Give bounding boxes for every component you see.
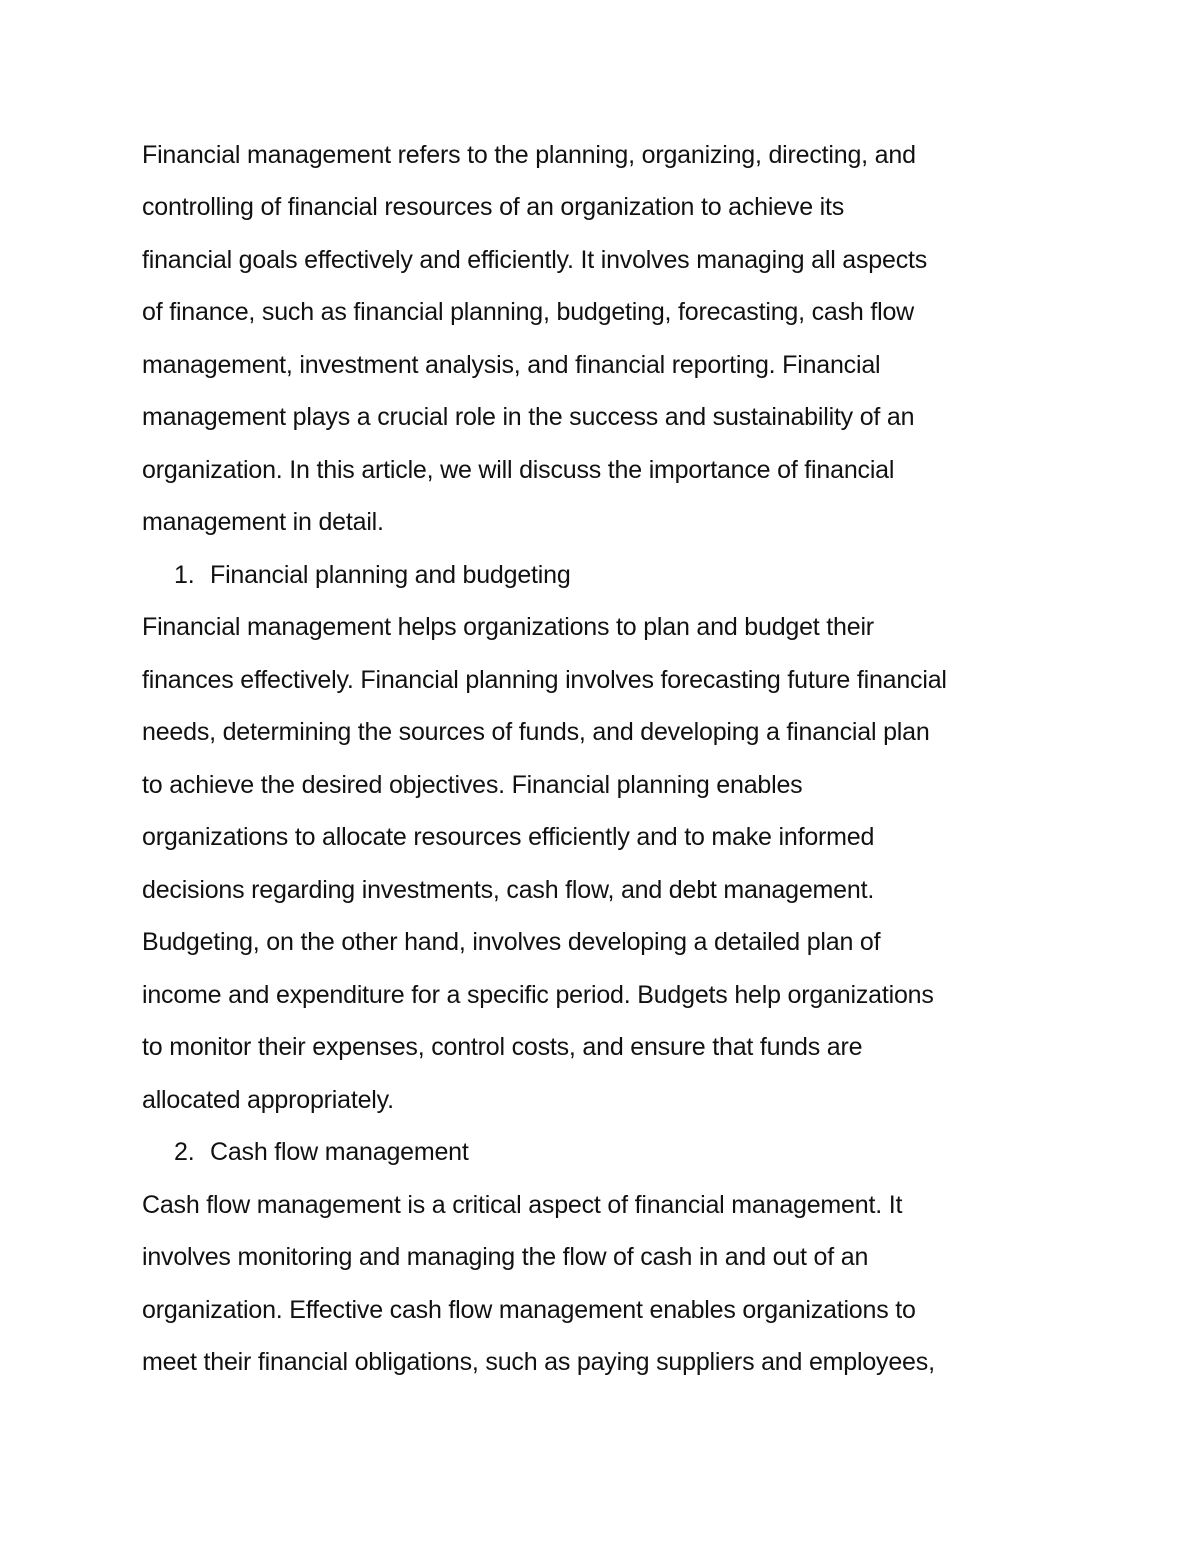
section2-line: meet their financial obligations, such as paying suppliers and employees,: [142, 1348, 935, 1376]
section1-line: Financial management helps organizations to plan and budget their: [142, 613, 874, 641]
intro-line: management plays a crucial role in the success and sustainability of an: [142, 403, 915, 431]
section1-line: to achieve the desired objectives. Financial planning enables: [142, 771, 803, 799]
section1-line: needs, determining the sources of funds, and developing a financial plan: [142, 718, 930, 746]
section1-line: allocated appropriately.: [142, 1086, 394, 1114]
intro-line: controlling of financial resources of an organization to achieve its: [142, 193, 845, 221]
section1-line: decisions regarding investments, cash flow, and debt management.: [142, 876, 875, 904]
intro-line: Financial management refers to the planning, organizing, directing, and: [142, 141, 916, 169]
section2-line: involves monitoring and managing the flow of cash in and out of an: [142, 1243, 869, 1271]
section1-line: to monitor their expenses, control costs, and ensure that funds are: [142, 1033, 863, 1061]
section1-line: organizations to allocate resources efficiently and to make informed: [142, 823, 875, 851]
section2-line: organization. Effective cash flow management enables organizations to: [142, 1296, 916, 1324]
intro-line: of finance, such as financial planning, budgeting, forecasting, cash flow: [142, 298, 915, 326]
section1-line: finances effectively. Financial planning involves forecasting future financial: [142, 666, 947, 694]
section-heading-1: [174, 560, 571, 590]
section-heading-2: [174, 1137, 469, 1167]
section2-line: Cash flow management is a critical aspect of financial management. It: [142, 1191, 903, 1219]
intro-line: management, investment analysis, and financial reporting. Financial: [142, 351, 881, 379]
intro-line: organization. In this article, we will discuss the importance of financial: [142, 456, 895, 484]
section1-line: Budgeting, on the other hand, involves developing a detailed plan of: [142, 928, 881, 956]
intro-line: financial goals effectively and efficiently. It involves managing all aspects: [142, 246, 928, 274]
list-number: 1.: [174, 561, 195, 589]
intro-line: management in detail.: [142, 508, 384, 536]
section-title: Financial planning and budgeting: [210, 561, 571, 589]
section-title: Cash flow management: [210, 1138, 469, 1166]
section1-line: income and expenditure for a specific period. Budgets help organizations: [142, 981, 934, 1009]
list-number: 2.: [174, 1138, 195, 1166]
